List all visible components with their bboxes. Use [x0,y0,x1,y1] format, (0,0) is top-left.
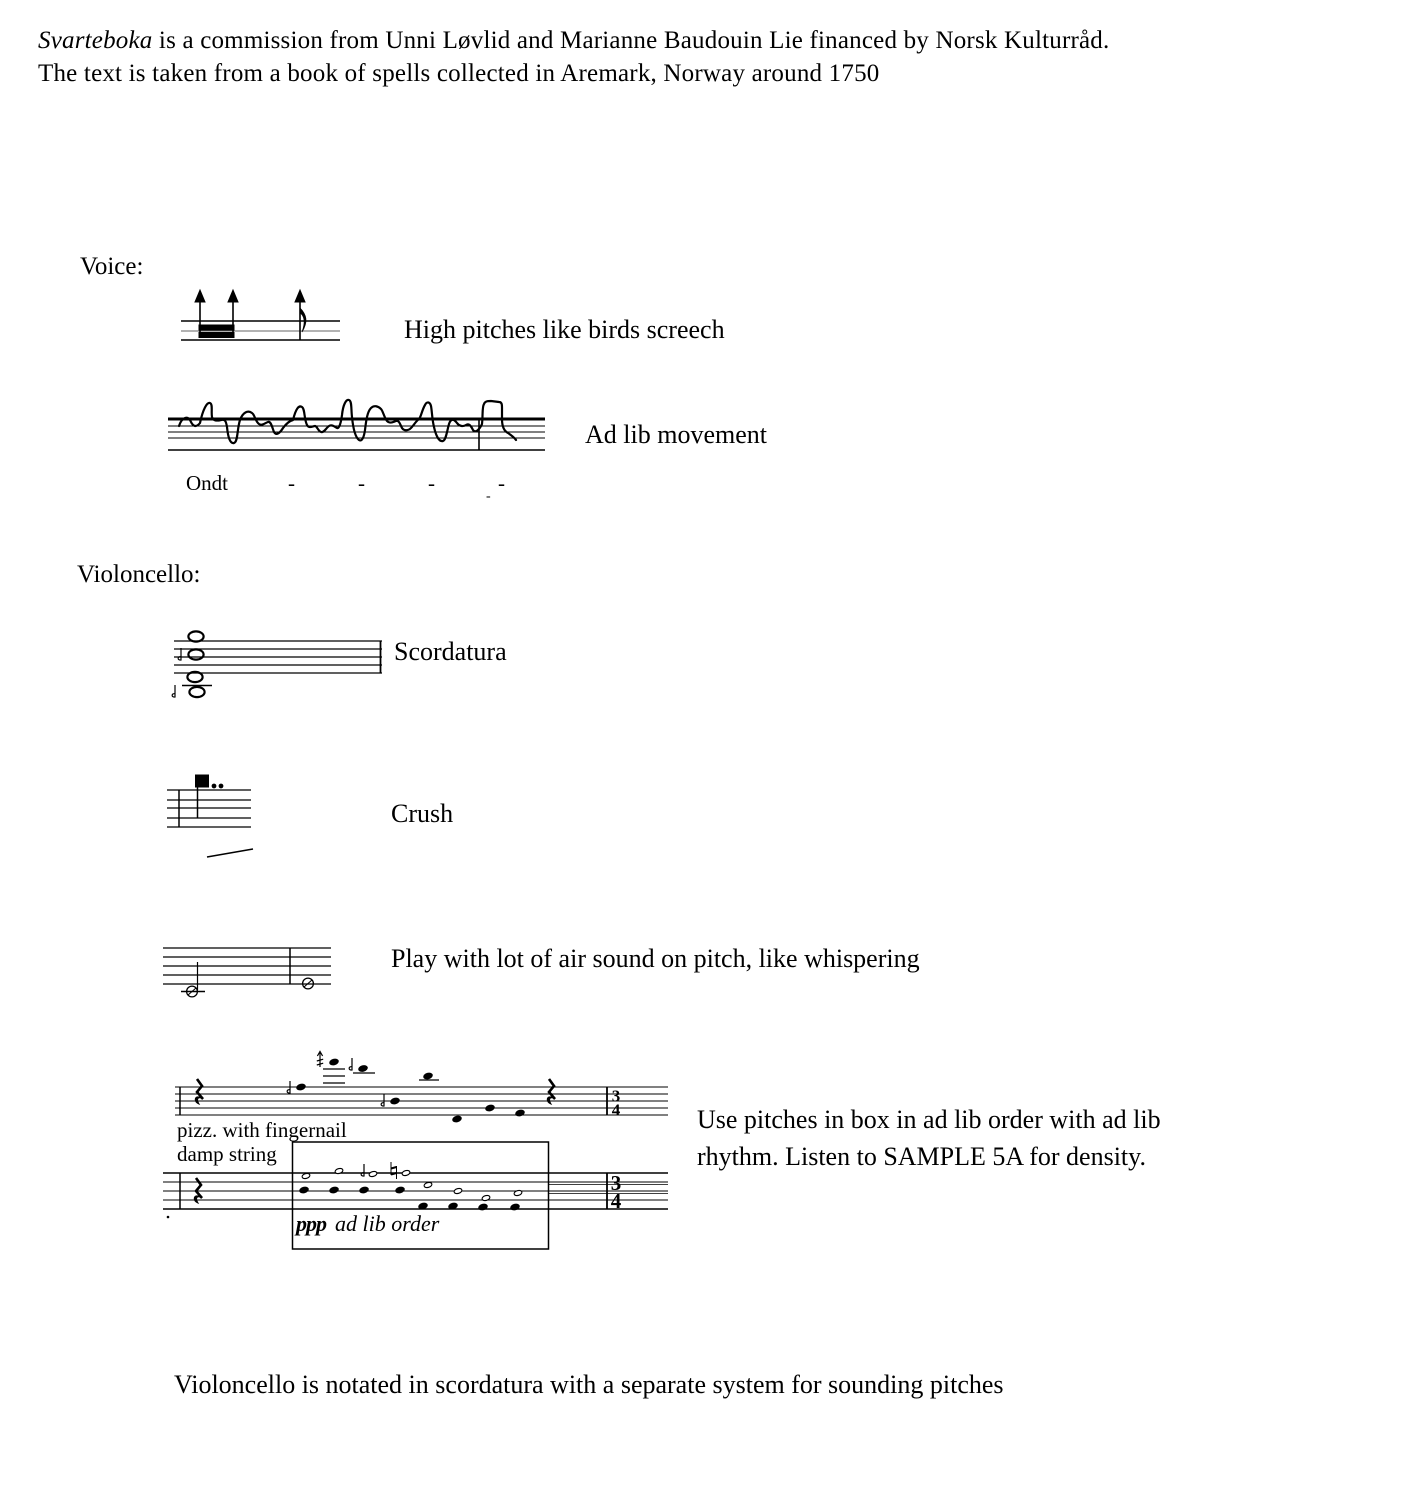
notehead [514,1109,525,1118]
violoncello-section-label: Violoncello: [77,561,201,588]
damp-label: damp string [177,1142,277,1166]
high-pitches-caption: High pitches like birds screech [404,315,725,344]
natural-accidental [391,1162,397,1179]
lyric-extension-dash-small: - [486,489,491,504]
arrow-sharp-accidental [317,1052,323,1068]
adlib-movement-notation [166,395,551,467]
time-sig-denominator: 4 [611,1100,621,1120]
up-arrowhead [195,290,205,302]
crush-notation [167,770,285,865]
whole-note [188,631,203,641]
up-arrowhead [228,290,238,302]
whole-note [189,687,204,697]
notehead [295,1083,306,1092]
harmonic-diamond [368,1171,377,1178]
intro-line1: is a commission from Unni Løvlid and Marianne Baudouin Lie financed by Norsk Kulturråd. [152,27,1110,54]
footer-note: Violoncello is notated in scordatura with a separate system for sounding pitches [174,1370,1004,1399]
notehead [357,1064,368,1073]
crush-caption: Crush [391,799,454,828]
staff-lines [167,790,251,827]
notehead [394,1186,405,1195]
scordatura-notation [170,628,395,710]
air-sound-caption: Play with lot of air sound on pitch, like whispering [391,944,920,973]
quarter-flat-accidental [349,1058,352,1070]
dot [212,784,216,788]
beam [199,333,234,338]
time-sig-numerator: 3 [610,1171,622,1195]
quarter-rest [547,1079,555,1104]
high-pitches-notation [178,288,348,350]
lyric-extension-dash: - [498,471,505,495]
lyric-ondt: Ondt [186,471,228,495]
harmonic-diamond [423,1182,432,1189]
lower-time-signature [611,1171,622,1213]
lower-staff-notes [194,1162,522,1211]
scordatura-caption: Scordatura [394,637,507,666]
quarter-flat-accidental [178,648,181,660]
quarter-flat-accidental [361,1164,364,1176]
beam [199,325,234,330]
notehead [451,1115,462,1124]
notehead [298,1186,309,1195]
stray-dot [167,1216,170,1219]
intro-paragraph [38,24,1408,90]
adlib-caption: Ad lib movement [585,420,767,449]
notehead [389,1097,400,1106]
harmonic-diamond [401,1170,410,1177]
pizz-caption [697,1101,1161,1175]
up-arrowhead [295,290,305,302]
upper-time-signature [612,1087,621,1120]
up-arrow-notes [195,290,306,340]
pizz-caption-line1: Use pitches in box in ad lib order with ad lib [697,1105,1161,1134]
air-sound-notation [163,940,341,1010]
intro-line2: The text is taken from a book of spells collected in Aremark, Norway around 1750 [38,60,880,87]
notehead [328,1058,339,1067]
notehead [477,1203,488,1212]
dot [219,784,223,788]
air-notes [187,962,314,997]
quarter-flat-accidental [381,1094,384,1106]
scordatura-staff [175,1069,668,1115]
notehead [328,1186,339,1195]
adlib-order-label: ad lib order [335,1211,440,1236]
pizz-caption-line2: rhythm. Listen to SAMPLE 5A for density. [697,1142,1146,1171]
lyric-extension-dash: - [428,471,435,495]
lyric-extension-dash: - [288,471,295,495]
harmonic-diamond [453,1188,462,1195]
staff-lines [174,641,382,686]
whole-note [188,649,203,659]
sounding-staff [163,1173,668,1209]
quarter-flat-accidental [172,685,175,697]
box-label [296,1211,439,1237]
rising-line [207,849,253,857]
quarter-rest [195,1079,203,1104]
notehead [422,1072,433,1081]
lyric-extension-dash: - [358,471,365,495]
voice-section-label: Voice: [80,253,144,280]
time-sig-denominator: 4 [610,1189,622,1213]
time-sig-numerator: 3 [611,1086,621,1106]
piece-title: Svarteboka [38,27,153,54]
square-notehead [196,775,209,787]
dynamics-ppp: ppp [296,1211,326,1236]
notehead [509,1203,520,1212]
pizz-label: pizz. with fingernail [177,1118,347,1142]
wavy-line [179,400,516,443]
eighth-flag [300,308,306,332]
notehead [484,1104,495,1113]
square-notehead-group [196,775,223,818]
notehead [358,1186,369,1195]
